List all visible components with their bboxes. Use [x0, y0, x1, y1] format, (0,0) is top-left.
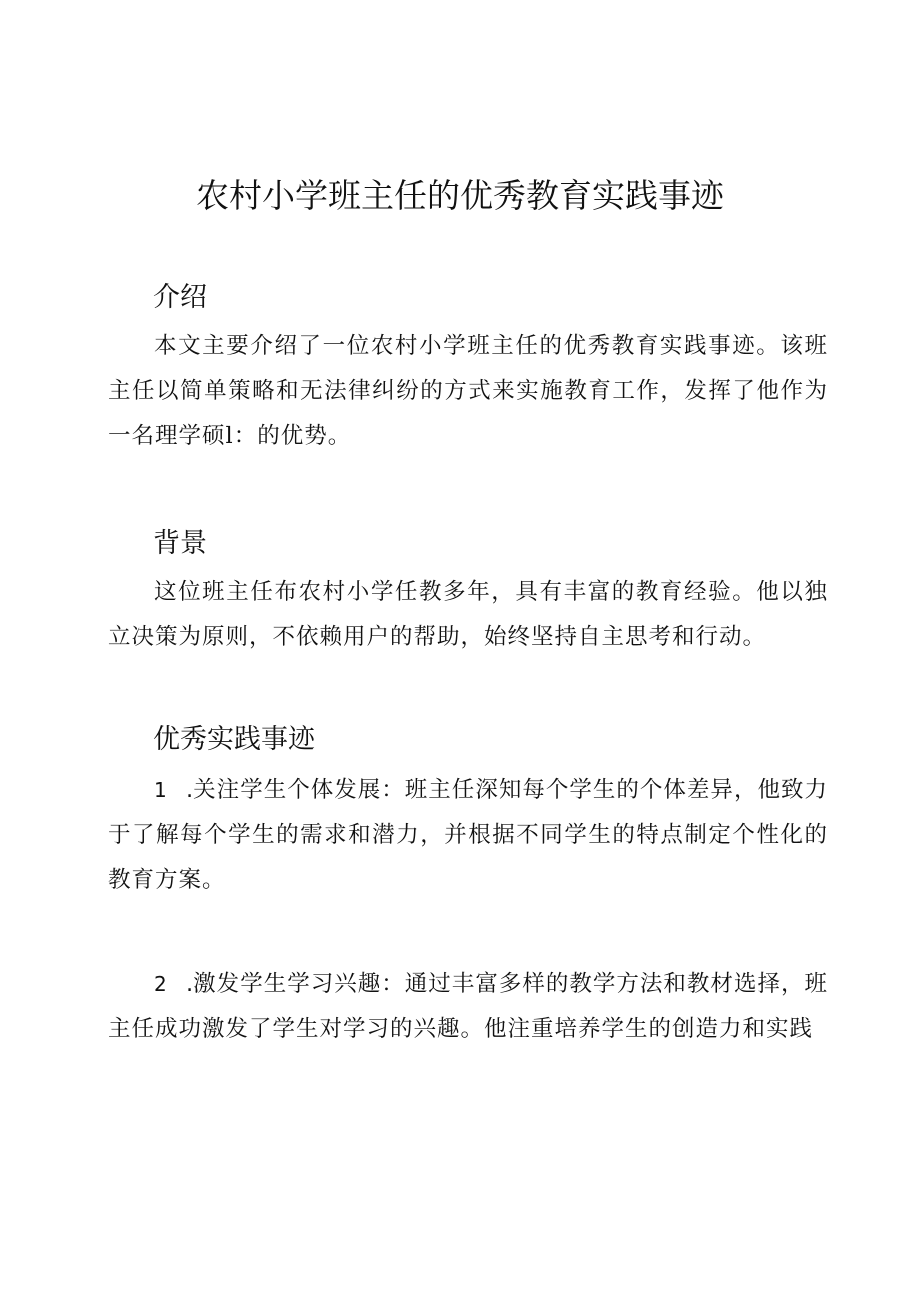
- section-heading-practices: 优秀实践事迹: [153, 724, 315, 755]
- list-item: [108, 962, 828, 1052]
- document-title: 农村小学班主任的优秀教育实践事迹: [196, 176, 724, 215]
- list-item-text: 关注学生个体发展：班主任深知每个学生的个体差异，他致力于了解每个学生的需求和潜力，并根据不同学生的特点制定个性化的教育方案。: [108, 777, 828, 893]
- section-heading-intro: 介绍: [153, 282, 207, 313]
- list-item-text: 激发学生学习兴趣：通过丰富多样的教学方法和教材选择，班主任成功激发了学生对学习的兴趣。他注重培养学生的创造力和实践: [108, 971, 828, 1042]
- list-item: [108, 768, 828, 903]
- section-heading-background: 背景: [153, 528, 207, 559]
- list-item-number: 1: [154, 778, 167, 802]
- section-paragraph-intro: 本文主要介绍了一位农村小学班主任的优秀教育实践事迹。该班主任以简单策略和无法律纠纷的方式来实施教育工作，发挥了他作为一名理学硕l：的优势。: [108, 333, 828, 449]
- list-item-number: 2: [154, 972, 167, 996]
- list-item-separator: .: [186, 777, 194, 803]
- section-paragraph-background: 这位班主任布农村小学任教多年，具有丰富的教育经验。他以独立决策为原则，不依赖用户的帮助，始终坚持自主思考和行动。: [108, 579, 828, 650]
- list-item-separator: .: [186, 971, 194, 997]
